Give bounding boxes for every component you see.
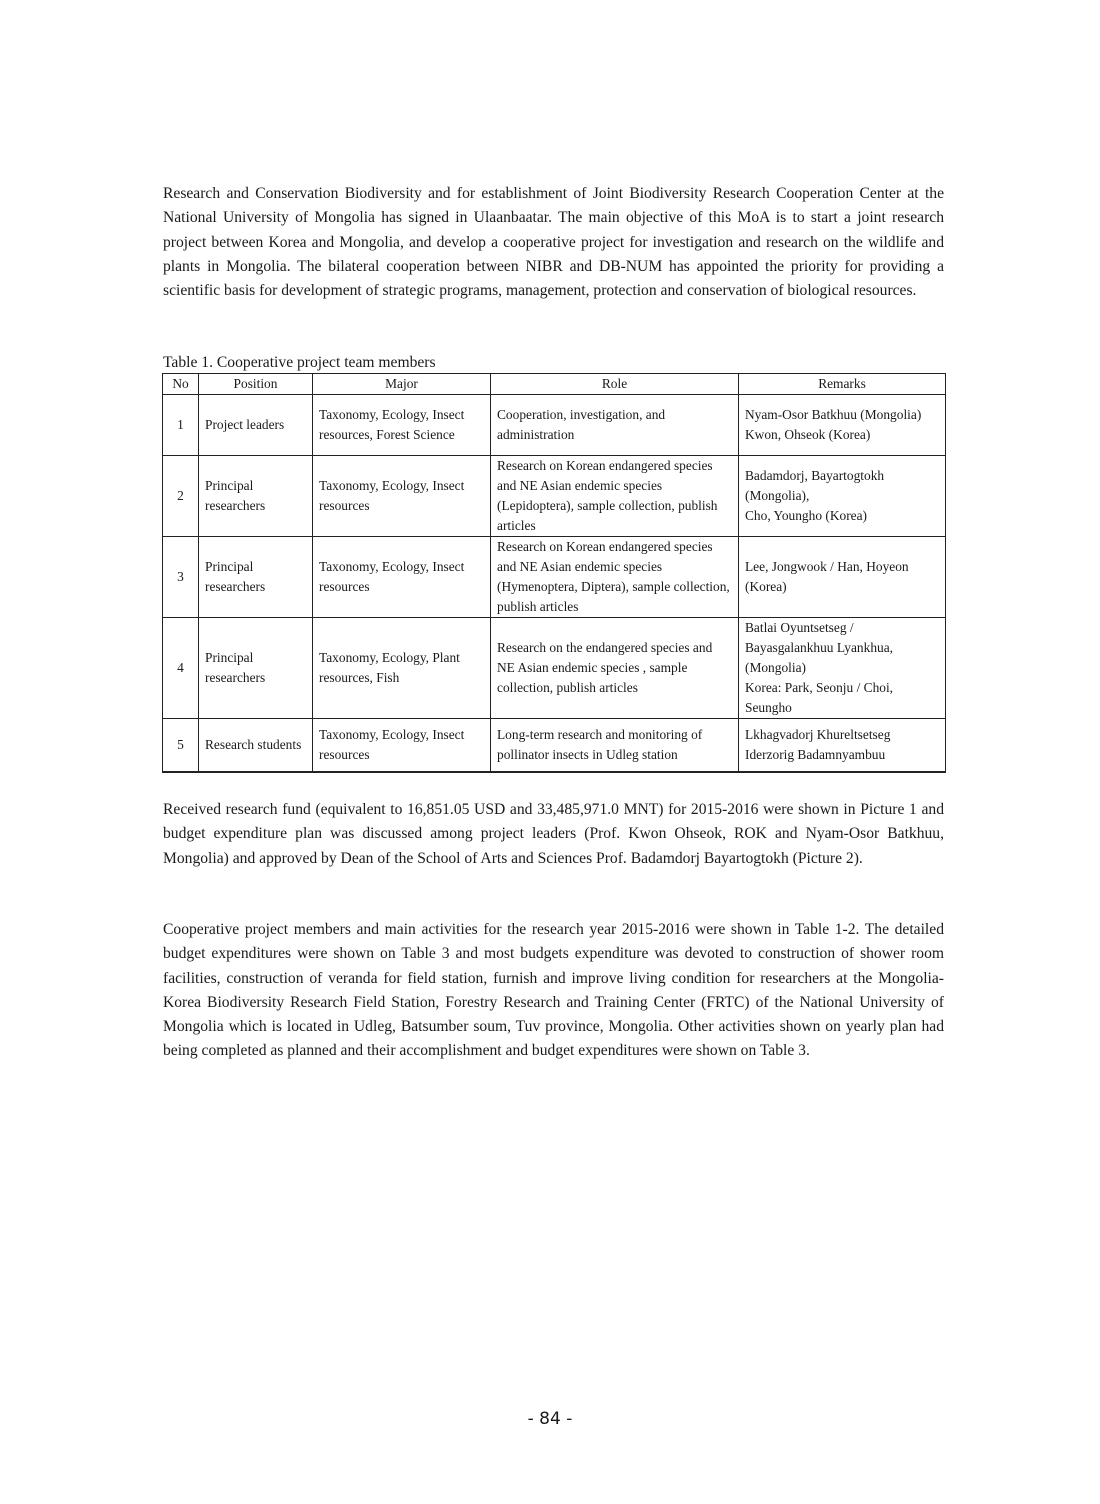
cell-position: Research students [199, 719, 313, 772]
table-row [163, 719, 946, 772]
remark-line: Badamdorj, Bayartogtokh (Mongolia), [745, 468, 885, 503]
cell-major: Taxonomy, Ecology, Plant resources, Fish [313, 618, 491, 719]
header-position: Position [199, 374, 313, 395]
cell-no: 5 [163, 719, 199, 772]
body-paragraph-moa: Research and Conservation Biodiversity and for establishment of Joint Biodiversity Research Cooperation Center at the National University of Mongolia has signed in Ulaanbaatar. The main objective of this MoA is to start a joint research project between Korea and Mongolia, and develop a cooperative project for investigation and research on the wildlife and plants in Mongolia. The bilateral cooperation between NIBR and DB-NUM has appointed the priority for providing a scientific basis for development of strategic programs, management, protection and conservation of biological resources. [163, 185, 944, 300]
cell-role: Research on Korean endangered species and NE Asian endemic species (Lepidoptera), sample collection, publish articles [491, 456, 739, 537]
page-number: - 84 - [527, 1409, 573, 1429]
cell-remarks [739, 456, 946, 537]
remark-line: Lkhagvadorj Khureltsetseg [745, 726, 891, 742]
cell-no: 3 [163, 537, 199, 618]
body-paragraph-activities: Cooperative project members and main activities for the research year 2015-2016 were shown in Table 1-2. The detailed budget expenditures were shown on Table 3 and most budgets expenditure was devoted to construction of shower room facilities, construction of veranda for field station, furnish and improve living condition for researchers at the Mongolia-Korea Biodiversity Research Field Station, Forestry Research and Training Center (FRTC) of the National University of Mongolia which is located in Udleg, Batsumber soum, Tuv province, Mongolia. Other activities shown on yearly plan had being completed as planned and their accomplishment and budget expenditures were shown on Table 3. [163, 921, 944, 1060]
remark-line: Batlai Oyuntsetseg / Bayasgalankhuu Lyankhua, (Mongolia) [745, 620, 894, 675]
remark-line: Iderzorig Badamnyambuu [745, 746, 886, 762]
remark-line: Kwon, Ohseok (Korea) [745, 427, 871, 442]
header-role: Role [491, 374, 739, 395]
cell-remarks [739, 537, 946, 618]
cell-major: Taxonomy, Ecology, Insect resources [313, 456, 491, 537]
cell-position: Principal researchers [199, 537, 313, 618]
header-remarks: Remarks [739, 374, 946, 395]
header-no: No [163, 374, 199, 395]
cell-position: Principal researchers [199, 456, 313, 537]
table-row [163, 618, 946, 719]
cell-no: 1 [163, 395, 199, 456]
cell-role: Cooperation, investigation, and administration [491, 395, 739, 456]
table-row [163, 395, 946, 456]
cell-position: Principal researchers [199, 618, 313, 719]
remark-line: Korea: Park, Seonju / Choi, Seungho [745, 680, 894, 715]
table-row [163, 456, 946, 537]
body-paragraph-funding: Received research fund (equivalent to 16,851.05 USD and 33,485,971.0 MNT) for 2015-2016 were shown in Picture 1 and budget expenditure plan was discussed among project leaders (Prof. Kwon Ohseok, ROK and Nyam-Osor Batkhuu, Mongolia) and approved by Dean of the School of Arts and Sciences Prof. Badamdorj Bayartogtokh (Picture 2). [163, 801, 944, 867]
cell-major: Taxonomy, Ecology, Insect resources [313, 537, 491, 618]
cell-role: Research on Korean endangered species and NE Asian endemic species (Hymenoptera, Diptera), sample collection, publish articles [491, 537, 739, 618]
team-members-table [162, 373, 946, 773]
remark-line: Cho, Youngho (Korea) [745, 508, 867, 523]
cell-major: Taxonomy, Ecology, Insect resources, Forest Science [313, 395, 491, 456]
cell-remarks [739, 618, 946, 719]
cell-major: Taxonomy, Ecology, Insect resources [313, 719, 491, 772]
table-caption: Table 1. Cooperative project team members [163, 354, 436, 371]
header-major: Major [313, 374, 491, 395]
cell-no: 4 [163, 618, 199, 719]
cell-remarks [739, 395, 946, 456]
cell-position: Project leaders [199, 395, 313, 456]
table-header-row [163, 374, 946, 395]
cell-no: 2 [163, 456, 199, 537]
table-row [163, 537, 946, 618]
remark-line: Nyam-Osor Batkhuu (Mongolia) [745, 407, 922, 422]
cell-remarks [739, 719, 946, 772]
remark-line: Lee, Jongwook / Han, Hoyeon (Korea) [745, 559, 909, 594]
cell-role: Research on the endangered species and NE Asian endemic species , sample collection, publish articles [491, 618, 739, 719]
cell-role: Long-term research and monitoring of pollinator insects in Udleg station [491, 719, 739, 772]
